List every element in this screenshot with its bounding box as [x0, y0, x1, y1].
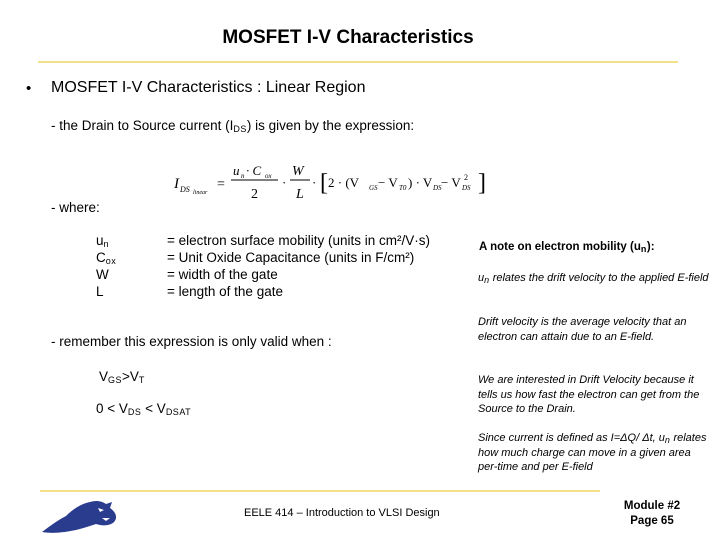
- definition-width: = width of the gate: [167, 267, 278, 282]
- eq-minus-vds: − V: [441, 175, 461, 190]
- eq-vds2-sub: DS: [462, 184, 471, 192]
- linear-current-equation: [170, 158, 500, 206]
- eq-close-vds: ) · V: [408, 175, 433, 190]
- footer-divider: [40, 490, 600, 492]
- section-heading: MOSFET I-V Characteristics : Linear Region: [51, 79, 366, 96]
- eq-vt-sub: T0: [399, 184, 407, 192]
- title-divider: [38, 61, 678, 63]
- eq-dot-2: ·: [312, 175, 317, 190]
- definition-length: = length of the gate: [167, 284, 283, 299]
- eq-length: L: [296, 187, 304, 202]
- eq-cox-sub: ox: [265, 172, 272, 180]
- eq-equals: =: [217, 177, 225, 192]
- footer-course: EELE 414 – Introduction to VLSI Design: [244, 507, 440, 519]
- note-paragraph-2: Drift velocity is the average velocity that an electron can attain due to an E-field.: [478, 316, 687, 343]
- symbol-length: L: [96, 284, 104, 299]
- note-paragraph-1: un relates the drift velocity to the applied E-field: [478, 272, 709, 285]
- eq-square: 2: [464, 173, 468, 182]
- slide-title: MOSFET I-V Characteristics: [222, 27, 474, 48]
- eq-vds-sub: DS: [433, 184, 442, 192]
- eq-minus-vt: − V: [378, 175, 398, 190]
- eq-dot-1: ·: [282, 175, 287, 190]
- symbol-cox: Cox: [96, 250, 117, 266]
- eq-two: 2: [251, 187, 258, 202]
- symbol-mobility: un: [96, 233, 110, 249]
- eq-vgs-sub: GS: [369, 184, 378, 192]
- eq-cox: · C: [246, 163, 262, 178]
- eq-left-bracket: [: [320, 170, 328, 196]
- definition-mobility: = electron surface mobility (units in cm²/V·s): [167, 233, 430, 248]
- page-number: Page 65: [630, 515, 674, 527]
- bobcat-logo: [40, 496, 120, 536]
- module-label: Module #2: [623, 500, 681, 512]
- eq-width: W: [292, 164, 304, 179]
- symbol-width: W: [96, 267, 109, 282]
- note-paragraph-4: Since current is defined as I=ΔQ/ Δt, un relates how much charge can move in a given area per-time and per E-field: [478, 432, 707, 473]
- eq-bracket-start: 2 · (V: [328, 175, 360, 190]
- definition-cox: = Unit Oxide Capacitance (units in F/cm²): [167, 250, 415, 265]
- condition-saturation: VGS>VT: [99, 369, 145, 385]
- note-title: A note on electron mobility (un):: [479, 241, 655, 254]
- eq-lhs-sub: DS: [180, 185, 190, 194]
- intro-text: - the Drain to Source current (IDS) is given by the expression:: [51, 118, 415, 134]
- note-paragraph-3: We are interested in Drift Velocity because it tells us how fast the electron can get from the Source to the Drain.: [478, 374, 700, 415]
- bullet-marker: •: [26, 80, 32, 97]
- eq-mobility: u: [233, 163, 240, 178]
- eq-mobility-sub: n: [241, 172, 245, 180]
- where-label: - where:: [51, 200, 100, 215]
- condition-linear: 0 < VDS < VDSAT: [96, 401, 192, 417]
- eq-right-bracket: ]: [478, 170, 486, 196]
- validity-note: - remember this expression is only valid when :: [51, 334, 332, 349]
- eq-lhs: I: [174, 176, 179, 192]
- eq-lhs-subsub: linear: [193, 190, 208, 196]
- module-number: [612, 499, 692, 529]
